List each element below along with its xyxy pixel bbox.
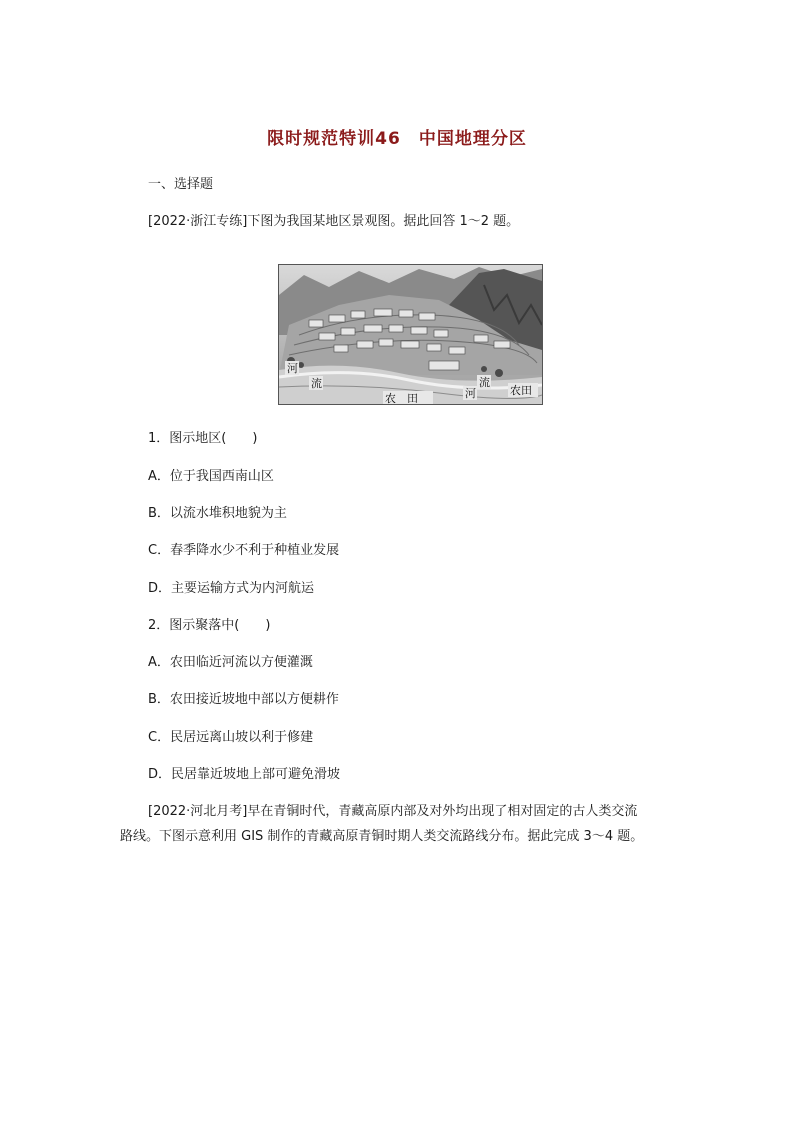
photo-label-field-right: 农田 — [510, 384, 532, 397]
photo-label-river-right-1: 河 — [465, 387, 476, 400]
q1-option-c: C．春季降水少不利于种植业发展 — [148, 543, 340, 558]
q2-stem: 2．图示聚落中( ) — [148, 618, 271, 633]
intro-q1-2: [2022·浙江专练]下图为我国某地区景观图。据此回答 1～2 题。 — [148, 214, 520, 229]
q2-option-c: C．民居远离山坡以利于修建 — [148, 730, 314, 745]
q1-option-a: A．位于我国西南山区 — [148, 469, 274, 484]
photo-label-field-bottom: 农 田 — [385, 392, 418, 404]
page-title — [0, 124, 794, 149]
q1-stem: 1．图示地区( ) — [148, 431, 258, 446]
landscape-photo — [278, 264, 543, 405]
q2-option-b: B．农田接近坡地中部以方便耕作 — [148, 692, 339, 707]
q2-option-d: D．民居靠近坡地上部可避免滑坡 — [148, 767, 341, 782]
photo-label-river-left-2: 流 — [311, 377, 322, 390]
title-topic: 中国地理分区 — [418, 129, 527, 149]
q2-option-a: A．农田临近河流以方便灌溉 — [148, 655, 313, 670]
title-main: 限时规范特训46 — [267, 129, 401, 149]
photo-label-river-left-1: 河 — [287, 362, 298, 375]
q1-option-b: B．以流水堆积地貌为主 — [148, 506, 287, 521]
intro-q3-4-line2: 路线。下图示意利用 GIS 制作的青藏高原青铜时期人类交流路线分布。据此完成 3～4 题。 — [120, 829, 644, 844]
section-heading: 一、选择题 — [148, 177, 214, 192]
photo-label-river-right-2: 流 — [479, 376, 490, 389]
q1-option-d: D．主要运输方式为内河航运 — [148, 581, 315, 596]
intro-q3-4-line1: [2022·河北月考]早在青铜时代，青藏高原内部及对外均出现了相对固定的古人类交流 — [148, 804, 638, 819]
